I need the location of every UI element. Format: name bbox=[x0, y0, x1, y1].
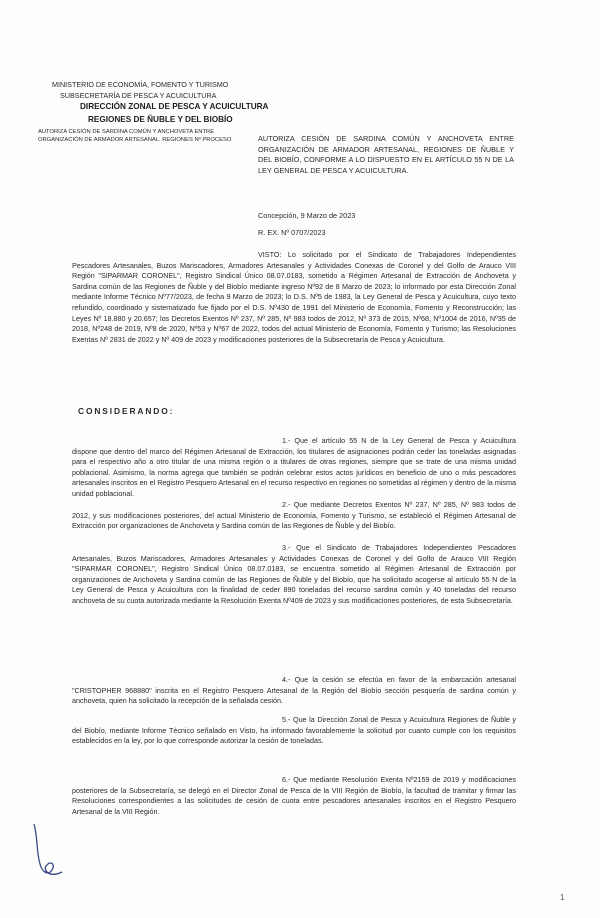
considerando-6: 6.- Que mediante Resolución Exenta Nº2159 de 2019 y modificaciones posteriores de la Subsecretaría, se delegó en el Director Zonal de Pesca de la VIII Región de Biobío, la facultad de tramitar y firmar las Resoluciones correspondientes a las solicitudes de cesión de cuota entre pescadores artesanales inscritos en el Registro Pesquero Artesanal de la VIII Región. bbox=[72, 775, 516, 816]
header-subsecretaria: SUBSECRETARÍA DE PESCA Y ACUICULTURA bbox=[60, 91, 217, 100]
header-direccion: DIRECCIÓN ZONAL DE PESCA Y ACUICULTURA bbox=[80, 102, 269, 111]
reference-block: AUTORIZA CESIÓN DE SARDINA COMÚN Y ANCHOVETA ENTRE ORGANIZACIÓN DE ARMADOR ARTESANAL, REGIONES DE ÑUBLE Y DEL BIOBÍO, CONFORME A LO DISPUESTO EN EL ARTÍCULO 55 N DE LA LEY GENERAL DE PESCA Y ACUICULTURA. bbox=[258, 134, 514, 175]
page-number: 1 bbox=[560, 893, 565, 902]
signature-mark bbox=[28, 820, 68, 880]
header-note-1: AUTORIZA CESIÓN DE SARDINA COMÚN Y ANCHOVETA ENTRE bbox=[38, 129, 215, 135]
considerando-5: 5.- Que la Dirección Zonal de Pesca y Acuicultura Regiones de Ñuble y del Biobío, mediante Informe Técnico señalado en Visto, ha informado favorablemente la solicitud por cuanto cumple con los requisitos establecidos en la ley, por lo que corresponde autorizar la cesión de toneladas. bbox=[72, 715, 516, 746]
considerando-1: 1.- Que el artículo 55 N de la Ley General de Pesca y Acuicultura dispone que dentro del marco del Régimen Artesanal de Extracción, los titulares de asignaciones podrán ceder las toneladas asignadas para el respectivo año a otro titular de una misma región o a titulares de otras regiones, siempre que se trate de una misma unidad poblacional. Asimismo, la norma agrega que también se podrán celebrar estos actos jurídicos en beneficio de uno o más pescadores artesanales inscritos en el Registro Pesquero Artesanal en el recurso respectivo en regiones no sometidas al régimen y dentro de la misma unidad poblacional. bbox=[72, 436, 516, 498]
considerando-2: 2.- Que mediante Decretos Exentos Nº 237, Nº 285, Nº 983 todos de 2012, y sus modificaciones posteriores, del actual Ministerio de Economía, Fomento y Turismo, se estableció el Régimen Artesanal de Extracción por organizaciones de Anchoveta y Sardina común de las Regiones de Ñuble y del Biobío. bbox=[72, 500, 516, 531]
document-date: Concepción, 9 Marzo de 2023 bbox=[258, 211, 356, 220]
visto-paragraph: VISTO: Lo solicitado por el Sindicato de Trabajadores Independientes Pescadores Artesanales, Buzos Mariscadores, Armadores Artesanales y Actividades Conexas de Coronel y del Golfo de Arauco VIII Región "SIPARMAR CORONEL", Registro Sindical Único 08.07.0183, sometido a Régimen Artesanal de Extracción de Anchoveta y Sardina común de las Regiones de Ñuble y del Biobío mediante ingreso Nº92 de 8 Marzo de 2023; lo informado por esta Dirección Zonal mediante Informe Técnico Nº77/2023, de fecha 9 Marzo de 2023; lo D.S. Nº5 de 1983, la Ley General de Pesca y Acuicultura, cuyo texto refundido, coordinado y sistematizado fue fijado por el D.S. Nº430 de 1991 del Ministerio de Economía, Fomento y Reconstrucción; las Leyes Nº 18.880 y 20.657; los Decretos Exentos Nº 237, Nº 285, Nº 983 todos de 2012, Nº 373 de 2015, Nº68, Nº1004 de 2016, Nº35 de 2018, Nº248 de 2019, Nº8 de 2020, Nº53 y Nº67 de 2022, todos del actual Ministerio de Economía, Fomento y Turismo; las Resoluciones Exentas Nº 2831 de 2022 y Nº 409 de 2023 y modificaciones posteriores de la Subsecretaría de Pesca y Acuicultura. bbox=[72, 250, 516, 344]
considerando-heading: CONSIDERANDO: bbox=[78, 406, 175, 416]
header-ministry: MINISTERIO DE ECONOMÍA, FOMENTO Y TURISMO bbox=[52, 80, 229, 89]
considerando-4: 4.- Que la cesión se efectúa en favor de la embarcación artesanal "CRISTOPHER 968880" inscrita en el Registro Pesquero Artesanal de la Región del Biobío sección pesquería de sardina común y anchoveta, quien ha solicitado la recepción de la señalada cesión. bbox=[72, 675, 516, 706]
header-regiones: REGIONES DE ÑUBLE Y DEL BIOBÍO bbox=[88, 115, 233, 124]
considerando-3: 3.- Que el Sindicato de Trabajadores Independientes Pescadores Artesanales, Buzos Mariscadores, Armadores Artesanales y Actividades Conexas de Coronel y del Golfo de Arauco VIII Región "SIPARMAR CORONEL", Registro Sindical Único 08.07.0183, se encuentra sometido al Régimen Artesanal de Extracción por organizaciones de Anchoveta y Sardina común de las Regiones de Ñuble y del Biobío, que ha solicitado acogerse al artículo 55 N de la Ley General de Pesca y Acuicultura con la finalidad de ceder 890 toneladas del recurso sardina común y 40 toneladas del recurso anchoveta de su cuota autorizada mediante la Resolución Exenta Nº409 de 2023 y sus modificaciones posteriores, de esta Subsecretaría. bbox=[72, 543, 516, 605]
resolution-number: R. EX. Nº 0707/2023 bbox=[258, 228, 326, 237]
header-note-2: ORGANIZACIÓN DE ARMADOR ARTESANAL. REGIONES Nº PROCESO bbox=[38, 137, 232, 143]
